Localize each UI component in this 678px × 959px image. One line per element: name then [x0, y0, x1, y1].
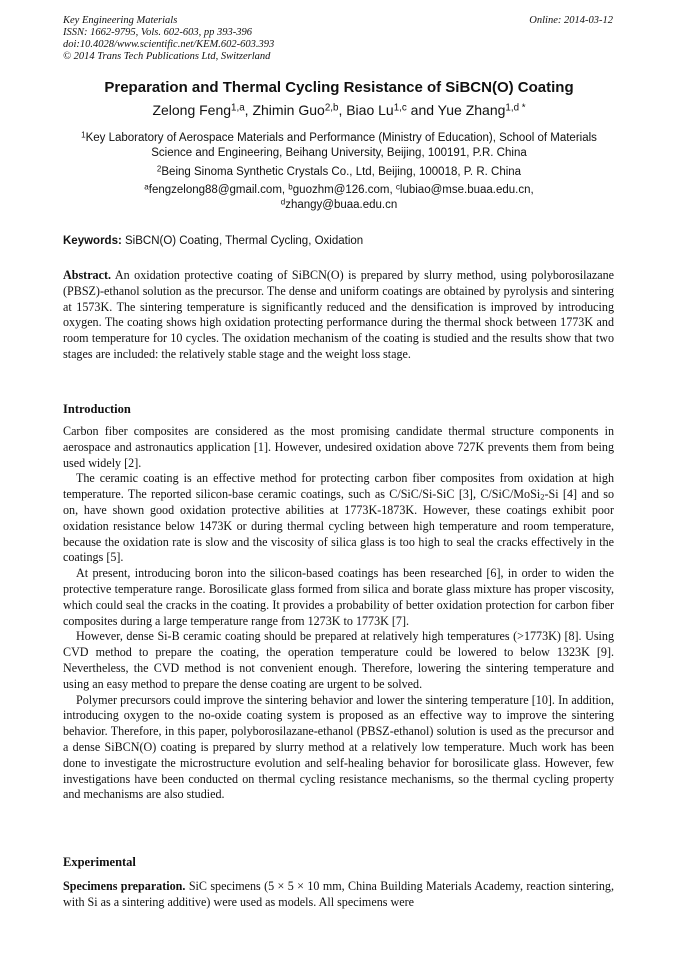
author-affiliation-mark: 1,c — [393, 102, 407, 114]
author-separator: and — [406, 102, 438, 118]
online-date: Online: 2014-03-12 — [529, 15, 613, 26]
author-name: Zelong Feng — [152, 102, 232, 118]
email-separator: , — [281, 184, 289, 196]
introduction-body — [63, 424, 614, 803]
affiliation-text: Key Laboratory of Aerospace Materials and Performance (Ministry of Education), School of Materials Science and Engineering, Beihang University, Beijing, 100191, P.R. China — [85, 132, 597, 159]
email-address: zhangy@buaa.edu.cn — [285, 199, 398, 211]
abstract — [63, 268, 614, 363]
email-mark: b — [288, 182, 293, 192]
keywords-label: Keywords: — [63, 235, 122, 247]
paragraph: However, dense Si-B ceramic coating should be prepared at relatively high temperatures (>1773K) [8]. Using CVD method to prepare the coating, the operation temperature could be lowered to below 1323K [9]. Nevertheless, the CVD method is not convenient enough. Therefore, lowering the sintering temperature and using an easy method to prepare the dense coating are urgent to be solved. — [63, 629, 614, 691]
experimental-heading: Experimental — [63, 855, 136, 869]
paragraph-text: SiC specimens (5 × 5 × 10 mm, China Building Materials Academy, reaction sintering, with Si as a sintering additive) were used as models. All specimens were — [63, 879, 615, 909]
email-address: fengzelong88@gmail.com — [148, 184, 282, 196]
affiliation-2 — [60, 165, 618, 180]
paragraph: Polymer precursors could improve the sintering behavior and lower the sintering temperature [10]. In addition, introducing oxygen to the no-oxide coating system is proposed as an effective way to improve the sintering behavior. Therefore, in this paper, polyborosilazane-ethanol (PBSZ-ethanol) solution is used as the precursor and a dense SiBCN(O) coating is prepared by slurry method at a relatively low temperature. Much work has been done to investigate the microstructure evolution and self-healing behavior for borosilicate glass. However, few investigations have been conducted on thermal cycling resistance mechanisms, so the thermal cycling property and mechanisms are also studied. — [63, 692, 614, 802]
paragraph: Carbon fiber composites are considered as the most promising candidate thermal structure components in aerospace and astronautics application [1]. However, undesired oxidation above 727K prevents them from being used widely [2]. — [63, 424, 614, 470]
subsection-label: Specimens preparation. — [63, 879, 186, 893]
email-separator: , — [530, 184, 534, 196]
journal-header — [63, 15, 274, 63]
journal-name: Key Engineering Materials — [63, 15, 178, 26]
affiliation-mark: 1 — [81, 130, 86, 140]
paragraph-text: -Si [4] and so on, have shown good oxidation protective abilities at 1773K-1873K. However, these coatings exhibit poor oxidation resistance below 1473K or during thermal cycling between high temperature and room temperature, because the oxidation rate is slow and the viscosity of silica glass is too high to seal the cracks effectively in the coatings [5]. — [63, 487, 615, 565]
keywords — [63, 235, 363, 247]
author-affiliation-mark: 2,b — [324, 102, 339, 114]
affiliation-1 — [60, 131, 618, 161]
doi-line: doi:10.4028/www.scientific.net/KEM.602-603.393 — [63, 39, 275, 50]
introduction-heading: Introduction — [63, 402, 131, 416]
author-list — [0, 102, 678, 118]
author-separator: , — [244, 102, 253, 118]
email-address: lubiao@mse.buaa.edu.cn — [399, 184, 531, 196]
paragraph-text: The ceramic coating is an effective method for protecting carbon fiber composites from oxidation at high temperature. The reported silicon-base ceramic coatings, such as C/SiC/Si-SiC [3], C/SiC/MoSi — [63, 471, 614, 502]
email-mark: c — [395, 182, 400, 192]
email-address: guozhm@126.com — [292, 184, 390, 196]
affiliation-mark: 2 — [156, 164, 162, 174]
experimental-body — [63, 879, 614, 911]
paragraph — [63, 471, 614, 566]
author-name: Zhimin Guo — [252, 102, 325, 118]
email-mark: a — [144, 182, 149, 192]
copyright-line: © 2014 Trans Tech Publications Ltd, Switzerland — [63, 51, 271, 62]
email-separator: , — [389, 184, 396, 196]
email-mark: d — [280, 197, 286, 207]
issn-line: ISSN: 1662-9795, Vols. 602-603, pp 393-396 — [63, 27, 252, 38]
paragraph: At present, introducing boron into the silicon-based coatings has been researched [6], in order to widen the protective temperature range. Borosilicate glass formed from silica and borate glass mixture has proper viscosity, which could seal the cracks in the coating. It provides a probability of better oxidation protection for carbon fiber composites during a large temperature range from 1273K to 1773K [7]. — [63, 566, 614, 628]
paper-title: Preparation and Thermal Cycling Resistance of SiBCN(O) Coating — [104, 79, 574, 96]
author-affiliation-mark: 1,d * — [505, 102, 526, 114]
author-affiliation-mark: 1,a — [231, 102, 245, 114]
subscript: 2 — [540, 491, 545, 502]
email-list — [60, 183, 618, 213]
author-separator: , — [338, 102, 347, 118]
author-name: Biao Lu — [346, 102, 394, 118]
author-name: Yue Zhang — [437, 102, 506, 118]
abstract-label: Abstract. — [63, 268, 112, 282]
keywords-text: SiBCN(O) Coating, Thermal Cycling, Oxidation — [125, 235, 364, 247]
affiliation-text: Being Sinoma Synthetic Crystals Co., Ltd, Beijing, 100018, P. R. China — [161, 166, 522, 178]
abstract-text: An oxidation protective coating of SiBCN(O) is prepared by slurry method, using polyborosilazane (PBSZ)-ethanol solution as the precursor. The dense and uniform coatings are obtained by pyrolysis and sintering at 1573K. The sintering temperature is significantly reduced and the densification is improved by introducing oxygen. The coating shows high oxidation protecting performance during the thermal shock between 1773K and room temperature for 10 cycles. The oxidation mechanism of the coating is studied and the results show that two stages are included: the relatively stable stage and the weight loss stage. — [63, 268, 614, 361]
